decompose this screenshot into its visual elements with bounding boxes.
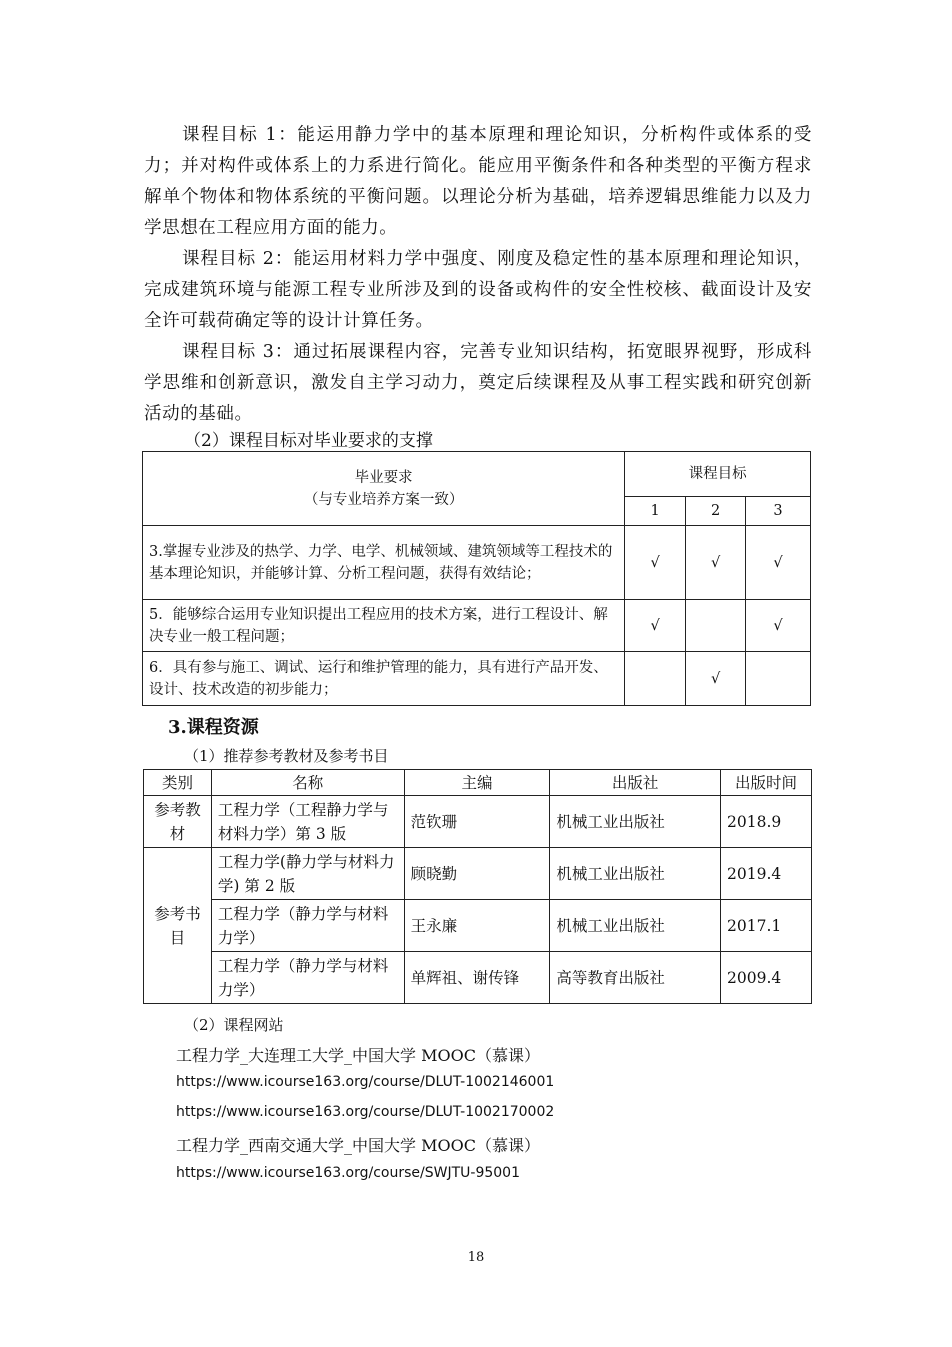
websites-caption: （2）课程网站	[184, 1016, 284, 1034]
category-cell: 参考书目	[144, 848, 212, 1004]
book-date: 2017.1	[721, 900, 812, 952]
book-name: 工程力学（静力学与材料力学）	[211, 952, 404, 1004]
check-cell: √	[746, 600, 811, 652]
website-2-name: 工程力学_西南交通大学_中国大学 MOOC（慕课）	[176, 1136, 540, 1155]
book-editor: 单辉祖、谢传锋	[404, 952, 550, 1004]
table-row	[144, 848, 812, 900]
check-cell: √	[686, 652, 746, 706]
book-date: 2009.4	[721, 952, 812, 1004]
book-date: 2018.9	[721, 796, 812, 848]
book-date: 2019.4	[721, 848, 812, 900]
check-cell: √	[625, 600, 686, 652]
book-editor: 范钦珊	[404, 796, 550, 848]
table-row	[143, 526, 811, 600]
course-goal-3-paragraph: 课程目标 3：通过拓展课程内容，完善专业知识结构，拓宽眼界视野，形成科学思维和创新意识，激发自主学习动力，奠定后续课程及从事工程实践和研究创新活动的基础。	[144, 342, 812, 424]
support-table-caption: （2）课程目标对毕业要求的支撑	[184, 431, 433, 451]
header-course-goals: 课程目标	[625, 452, 811, 497]
book-publisher: 机械工业出版社	[550, 796, 721, 848]
header-goal-3: 3	[746, 497, 811, 526]
check-cell: √	[625, 526, 686, 600]
requirement-text: 6．具有参与施工、调试、运行和维护管理的能力，具有进行产品开发、设计、技术改造的初步能力；	[143, 652, 625, 706]
website-1-name: 工程力学_大连理工大学_中国大学 MOOC（慕课）	[176, 1046, 540, 1065]
table-row	[143, 652, 811, 706]
book-name: 工程力学(静力学与材料力学) 第 2 版	[211, 848, 404, 900]
header-req-subtitle: （与专业培养方案一致）	[303, 491, 464, 508]
col-header-category: 类别	[144, 770, 212, 796]
course-goal-2-paragraph: 课程目标 2：能运用材料力学中强度、刚度及稳定性的基本原理和理论知识，完成建筑环境与能源工程专业所涉及到的设备或构件的安全性校核、截面设计及安全许可载荷确定等的设计计算任务。	[144, 249, 812, 331]
header-graduation-requirement	[143, 452, 625, 526]
table-row	[144, 900, 812, 952]
book-name: 工程力学（静力学与材料力学）	[211, 900, 404, 952]
requirement-text: 3.掌握专业涉及的热学、力学、电学、机械领域、建筑领域等工程技术的基本理论知识，并能够计算、分析工程问题，获得有效结论；	[143, 526, 625, 600]
reference-books-table	[143, 769, 812, 1004]
header-goal-2: 2	[686, 497, 746, 526]
check-cell	[686, 600, 746, 652]
support-table	[142, 451, 811, 706]
book-publisher: 高等教育出版社	[550, 952, 721, 1004]
book-editor: 顾晓勤	[404, 848, 550, 900]
table-row	[143, 600, 811, 652]
course-goal-1-paragraph: 课程目标 1：能运用静力学中的基本原理和理论知识，分析构件或体系的受力；并对构件或体系上的力系进行简化。能应用平衡条件和各种类型的平衡方程求解单个物体和物体系统的平衡问题。以理论分析为基础，培养逻辑思维能力以及力学思想在工程应用方面的能力。	[144, 125, 812, 238]
website-2-link[interactable]: https://www.icourse163.org/course/SWJTU-95001	[176, 1165, 520, 1181]
books-caption: （1）推荐参考教材及参考书目	[184, 747, 389, 765]
book-name: 工程力学（工程静力学与材料力学）第 3 版	[211, 796, 404, 848]
page-number: 18	[467, 1250, 485, 1265]
col-header-name: 名称	[211, 770, 404, 796]
header-goal-1: 1	[625, 497, 686, 526]
check-cell: √	[686, 526, 746, 600]
category-cell: 参考教材	[144, 796, 212, 848]
col-header-publisher: 出版社	[550, 770, 721, 796]
website-1-link-a[interactable]: https://www.icourse163.org/course/DLUT-1002146001	[176, 1074, 555, 1090]
header-req-title: 毕业要求	[354, 469, 413, 486]
check-cell	[746, 652, 811, 706]
section-title-course-resources: 3.课程资源	[168, 717, 259, 738]
requirement-text: 5．能够综合运用专业知识提出工程应用的技术方案，进行工程设计、解决专业一般工程问题；	[143, 600, 625, 652]
book-editor: 王永廉	[404, 900, 550, 952]
book-publisher: 机械工业出版社	[550, 900, 721, 952]
check-cell: √	[746, 526, 811, 600]
col-header-date: 出版时间	[721, 770, 812, 796]
check-cell	[625, 652, 686, 706]
book-publisher: 机械工业出版社	[550, 848, 721, 900]
table-row	[144, 796, 812, 848]
table-row	[144, 952, 812, 1004]
website-1-link-b[interactable]: https://www.icourse163.org/course/DLUT-1002170002	[176, 1104, 555, 1120]
col-header-editor: 主编	[404, 770, 550, 796]
